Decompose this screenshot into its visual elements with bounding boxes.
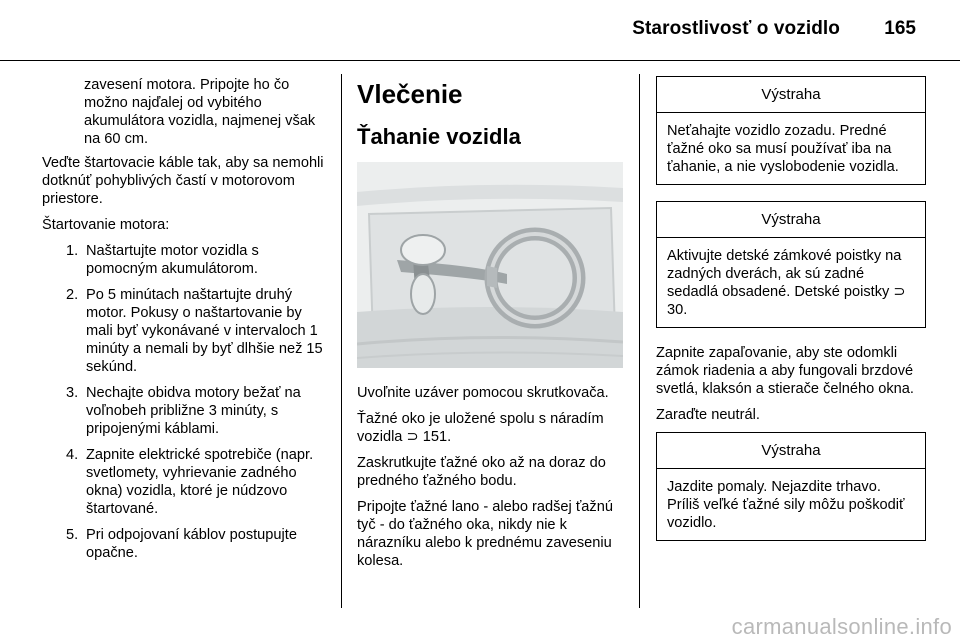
- paragraph-neutral: Zaraďte neutrál.: [656, 407, 760, 423]
- section-subheading: Ťahanie vozidla: [357, 124, 521, 149]
- step-text: Naštartujte motor vozidla s pomocným akumulátorom.: [86, 243, 259, 277]
- step-number: 5.: [66, 527, 79, 543]
- column-divider-1: [341, 74, 342, 608]
- paragraph-eye-location: Ťažné oko je uložené spolu s náradím vozidla ⊃ 151.: [357, 411, 604, 445]
- step-text: Po 5 minútach naštartujte druhý motor. Pokusy o naštartovanie by mali byť vykonávané v intervaloch 1 minúty a nemali by byť dlhšie než 15 sekúnd.: [86, 287, 323, 375]
- step-text: Pri odpojovaní káblov postupujte opačne.: [86, 527, 297, 561]
- watermark: carmanualsonline.info: [731, 614, 952, 639]
- header-divider: [0, 60, 960, 61]
- step-number: 1.: [66, 243, 79, 259]
- warning-box: [656, 201, 926, 328]
- column-3: [656, 76, 926, 557]
- towing-eye-photo: [357, 162, 623, 368]
- step-number: 2.: [66, 287, 79, 303]
- warning-box: [656, 432, 926, 541]
- paragraph-attach-rope: Pripojte ťažné lano - alebo radšej ťažnú tyč - do ťažného oka, nikdy nie k nárazníku alebo k prednému zaveseniu kolesa.: [357, 499, 613, 569]
- warning-body: Jazdite pomaly. Nejazdite trhavo. Príliš veľké ťažné sily môžu poškodiť vozidlo.: [667, 479, 905, 531]
- paragraph-cables: Veďte štartovacie káble tak, aby sa nemohli dotknúť pohyblivých častí v motorovom priestore.: [42, 155, 324, 207]
- paragraph-start-engine: Štartovanie motora:: [42, 217, 170, 233]
- step-text: Nechajte obidva motory bežať na voľnobeh približne 3 minúty, s pripojenými káblami.: [86, 385, 301, 437]
- list-item: [42, 242, 332, 278]
- page-number: 165: [884, 18, 916, 39]
- step-number: 3.: [66, 385, 79, 401]
- list-item: [42, 446, 332, 518]
- warning-title: Výstraha: [657, 77, 925, 113]
- continuation-text: zavesení motora. Pripojte ho čo možno najďalej od vybitého akumulátora vozidla, najmenej však na 60 cm.: [84, 77, 316, 147]
- list-item: [42, 526, 332, 562]
- column-2: [357, 76, 633, 578]
- paragraph-release-cover: Uvoľnite uzáver pomocou skrutkovača.: [357, 385, 609, 401]
- warning-box: [656, 76, 926, 185]
- section-heading: Vlečenie: [357, 79, 463, 109]
- column-divider-2: [639, 74, 640, 608]
- list-item: [42, 384, 332, 438]
- towing-eye-illustration: [357, 162, 623, 368]
- warning-title: Výstraha: [657, 202, 925, 238]
- paragraph-screw-in: Zaskrutkujte ťažné oko až na doraz do predného ťažného bodu.: [357, 455, 606, 489]
- steps-list: [42, 242, 332, 562]
- warning-body: Neťahajte vozidlo zozadu. Predné ťažné oko sa musí používať iba na ťahanie, a nie vyslobodenie vozidla.: [667, 123, 899, 175]
- list-item: [42, 286, 332, 376]
- page-header-title: Starostlivosť o vozidlo: [632, 18, 840, 39]
- step-number: 4.: [66, 447, 79, 463]
- warning-title: Výstraha: [657, 433, 925, 469]
- warning-body: Aktivujte detské zámkové poistky na zadných dverách, ak sú zadné sedadlá obsadené. Detské poistky ⊃ 30.: [667, 248, 906, 318]
- column-1: [42, 76, 332, 570]
- step-text: Zapnite elektrické spotrebiče (napr. svetlomety, vyhrievanie zadného okna) vozidla, ktoré je núdzovo štartované.: [86, 447, 314, 517]
- paragraph-ignition: Zapnite zapaľovanie, aby ste odomkli zámok riadenia a aby fungovali brzdové svetlá, klaksón a stierače čelného okna.: [656, 345, 914, 397]
